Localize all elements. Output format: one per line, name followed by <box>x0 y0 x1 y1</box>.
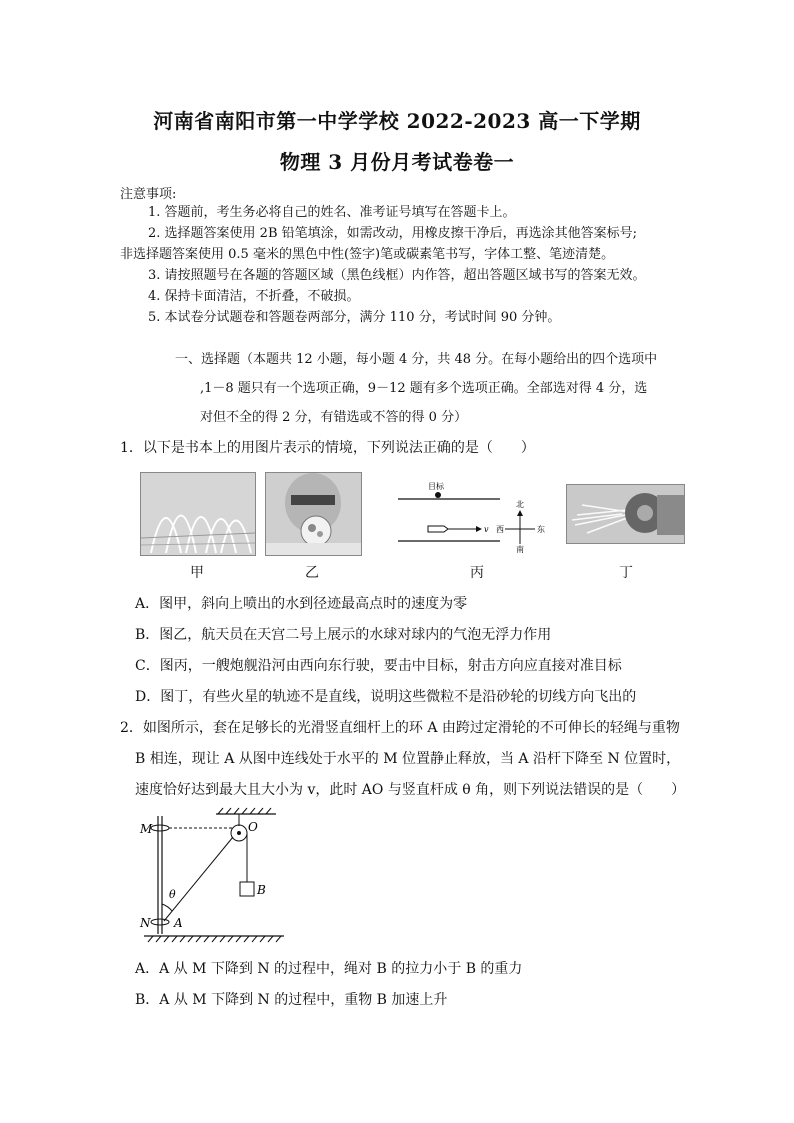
fountain-image <box>141 473 255 555</box>
caption-bing: 丙 <box>470 565 484 581</box>
q2-stem-line3: 速度恰好达到最大且大小为 v，此时 AO 与竖直杆成 θ 角，则下列说法错误的是（ ） <box>135 782 686 798</box>
compass-south: 南 <box>516 545 524 554</box>
exam-title-line1: 河南省南阳市第一中学学校 2022-2023 高一下学期 <box>153 109 641 133</box>
note-item-2: 2. 选择题答案使用 2B 铅笔填涂，如需改动，用橡皮擦干净后，再选涂其他答案标号; <box>148 226 638 241</box>
note-item-5: 5. 本试卷分试题卷和答题卷两部分，满分 110 分，考试时间 90 分钟。 <box>148 310 561 325</box>
figure-bing-river-diagram <box>398 476 553 556</box>
section1-line2: ,1－8 题只有一个选项正确，9－12 题有多个选项正确。全部选对得 4 分，选 <box>200 381 648 396</box>
target-label: 目标 <box>428 482 444 491</box>
q2-pulley-diagram <box>136 806 286 946</box>
q1-option-c: C．图丙，一艘炮舰沿河由西向东行驶，要击中目标，射击方向应直接对准目标 <box>135 658 622 674</box>
ring-n <box>151 919 169 925</box>
astronaut-water-ball-image <box>266 473 361 555</box>
label-n: N <box>140 916 151 930</box>
compass-north: 北 <box>516 500 524 509</box>
target-dot <box>435 492 441 498</box>
figure-jia-fountain <box>140 472 256 556</box>
label-m: M <box>140 822 153 836</box>
q2-stem-line1: 2．如图所示，套在足够长的光滑竖直细杆上的环 A 由跨过定滑轮的不可伸长的轻绳与重物 <box>120 720 680 736</box>
weight-b <box>240 882 254 896</box>
q2-option-b: B．A 从 M 下降到 N 的过程中，重物 B 加速上升 <box>135 992 448 1008</box>
compass-west: 西 <box>496 525 504 534</box>
q1-option-d: D．图丁，有些火星的轨迹不是直线，说明这些微粒不是沿砂轮的切线方向飞出的 <box>135 689 637 705</box>
note-item-1: 1. 答题前，考生务必将自己的姓名、准考证号填写在答题卡上。 <box>148 205 516 220</box>
label-o: O <box>248 820 258 834</box>
notes-heading: 注意事项: <box>120 187 177 202</box>
note-item-4: 4. 保持卡面清洁，不折叠，不破损。 <box>148 289 360 304</box>
label-b: B <box>257 883 266 897</box>
note-item-3: 3. 请按照题号在各题的答题区域（黑色线框）内作答，超出答题区域书写的答案无效。 <box>148 268 646 283</box>
q2-stem-line2: B 相连，现让 A 从图中连线处于水平的 M 位置静止释放，当 A 沿杆下降至 N 位置时， <box>135 751 681 767</box>
note-item-2-cont: 非选择题答案使用 0.5 毫米的黑色中性(签字)笔或碳素笔书写，字体工整、笔迹清楚。 <box>120 247 615 262</box>
velocity-label: v <box>484 525 489 534</box>
compass-north-arrow <box>517 510 523 516</box>
river-diagram <box>398 476 553 556</box>
caption-ding: 丁 <box>619 565 633 581</box>
section1-line3: 对但不全的得 2 分，有错选或不答的得 0 分） <box>200 410 468 425</box>
figure-yi-astronaut <box>265 472 362 556</box>
compass-east: 东 <box>537 525 545 534</box>
grinding-wheel-sparks-image <box>567 485 684 543</box>
label-a: A <box>174 916 183 930</box>
q1-option-b: B．图乙，航天员在天宫二号上展示的水球对球内的气泡无浮力作用 <box>135 627 552 643</box>
exam-title-line2: 物理 3 月份月考试卷卷一 <box>279 150 515 174</box>
figure-ding-grinder <box>566 484 685 544</box>
rope-ao <box>164 837 233 921</box>
section1-line1: 一、选择题（本题共 12 小题，每小题 4 分，共 48 分。在每小题给出的四个选项中 <box>175 352 658 367</box>
q1-stem: 1．以下是书本上的用图片表示的情境，下列说法正确的是（ ） <box>120 440 535 456</box>
ship-icon <box>428 526 448 532</box>
q2-option-a: A．A 从 M 下降到 N 的过程中，绳对 B 的拉力小于 B 的重力 <box>135 961 523 977</box>
pulley-rod-diagram <box>136 806 286 946</box>
q1-option-a: A．图甲，斜向上喷出的水到径迹最高点时的速度为零 <box>135 596 468 612</box>
caption-yi: 乙 <box>305 565 319 581</box>
label-theta: θ <box>169 888 176 901</box>
caption-jia: 甲 <box>190 565 204 581</box>
ring-m <box>151 825 169 831</box>
